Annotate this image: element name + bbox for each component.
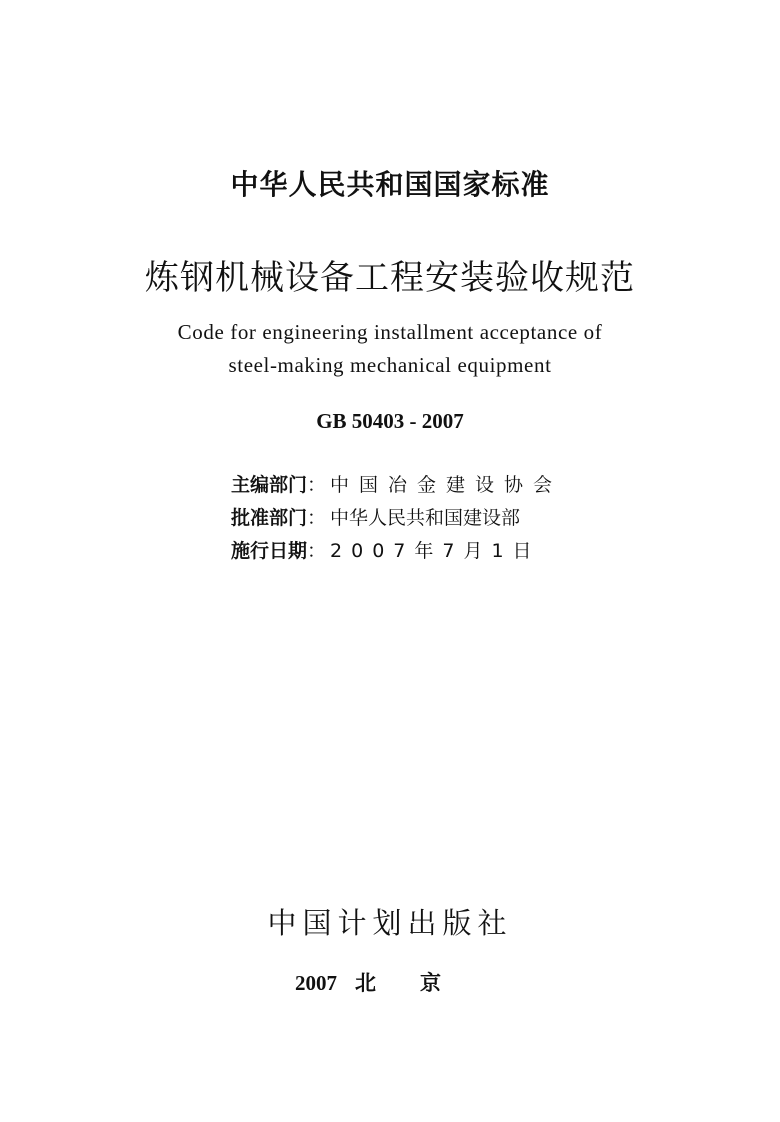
chief-editor-separator: ： xyxy=(307,474,327,496)
english-title-line-1: Code for engineering installment acceptance of xyxy=(177,320,603,344)
effective-date-value: 2007年7月1日 xyxy=(330,540,541,562)
chinese-title: 炼钢机械设备工程安装验收规范 xyxy=(145,258,635,298)
effective-date-label: 施行日期 xyxy=(231,540,308,562)
english-title-line-2: steel-making mechanical equipment xyxy=(228,353,552,377)
national-standard-heading: 中华人民共和国国家标准 xyxy=(230,168,550,201)
chief-editor-row xyxy=(231,470,651,497)
approval-department-separator: ： xyxy=(307,507,327,529)
chief-editor-label: 主编部门 xyxy=(231,474,308,496)
effective-date-row xyxy=(231,536,651,563)
chief-editor-value: 中国冶金建设协会 xyxy=(330,474,563,496)
effective-date-separator: ： xyxy=(307,540,327,562)
publication-place-line xyxy=(0,967,780,997)
approval-department-row xyxy=(231,503,651,530)
publication-city: 北京 xyxy=(355,971,485,995)
publication-year: 2007 xyxy=(295,971,337,995)
publisher-name: 中国计划出版社 xyxy=(267,906,513,940)
standard-number: GB 50403 - 2007 xyxy=(316,409,464,433)
approval-department-value: 中华人民共和国建设部 xyxy=(330,507,521,529)
approval-department-label: 批准部门 xyxy=(231,507,308,529)
